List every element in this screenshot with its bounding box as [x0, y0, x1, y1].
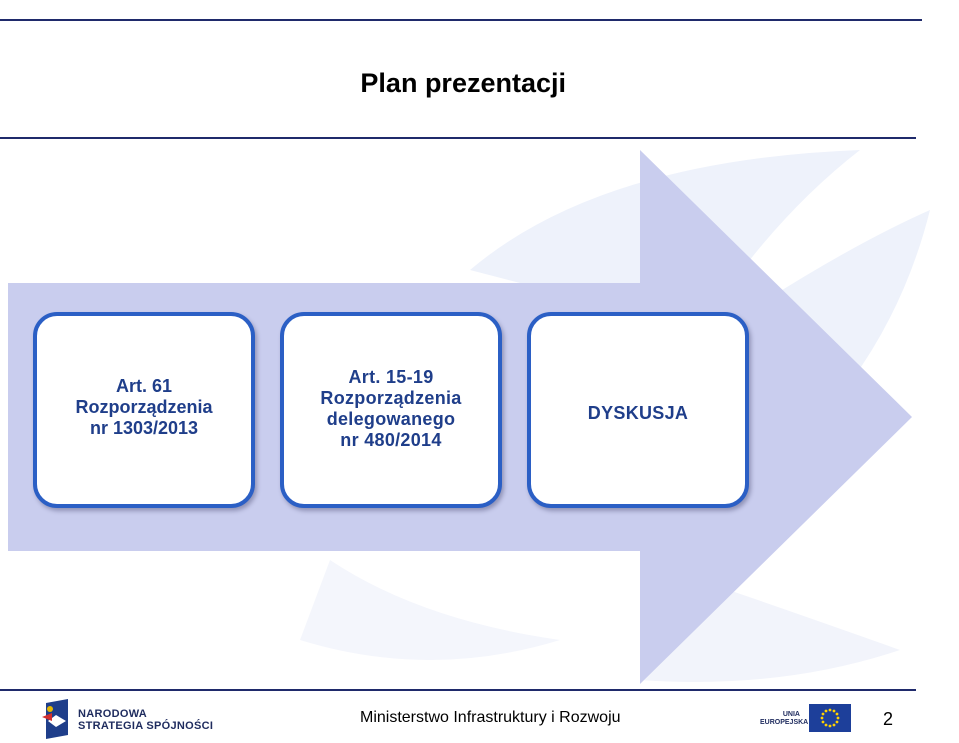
step-text [37, 376, 251, 439]
step-text [531, 403, 745, 424]
nss-line: NARODOWA [78, 708, 148, 720]
step-box-art-61 [33, 312, 255, 508]
step-line: nr 1303/2013 [89, 418, 199, 438]
page-number: 2 [883, 709, 894, 729]
slide-title: Plan prezentacji [360, 68, 566, 98]
eu-label [760, 711, 809, 727]
step-line: DYSKUSJA [587, 403, 689, 423]
step-line: nr 480/2014 [340, 430, 442, 450]
eu-line: UNIA [782, 711, 800, 718]
step-text [284, 367, 498, 451]
nss-line: STRATEGIA SPÓJNOŚCI [78, 720, 214, 732]
step-line: Art. 15-19 [348, 367, 434, 387]
eu-line: EUROPEJSKA [760, 719, 809, 726]
step-line: Rozporządzenia [320, 388, 462, 408]
step-line: delegowanego [326, 409, 456, 429]
eu-flag-icon [809, 704, 851, 732]
step-box-dyskusja [527, 312, 749, 508]
footer-ministry: Ministerstwo Infrastruktury i Rozwoju [360, 709, 621, 726]
step-box-art-15-19 [280, 312, 502, 508]
footer-rule [0, 689, 916, 691]
top-rule [0, 19, 922, 21]
title-rule [0, 137, 916, 139]
step-line: Rozporządzenia [75, 397, 213, 417]
nss-logo-text [78, 708, 213, 732]
step-line: Art. 61 [115, 376, 173, 396]
